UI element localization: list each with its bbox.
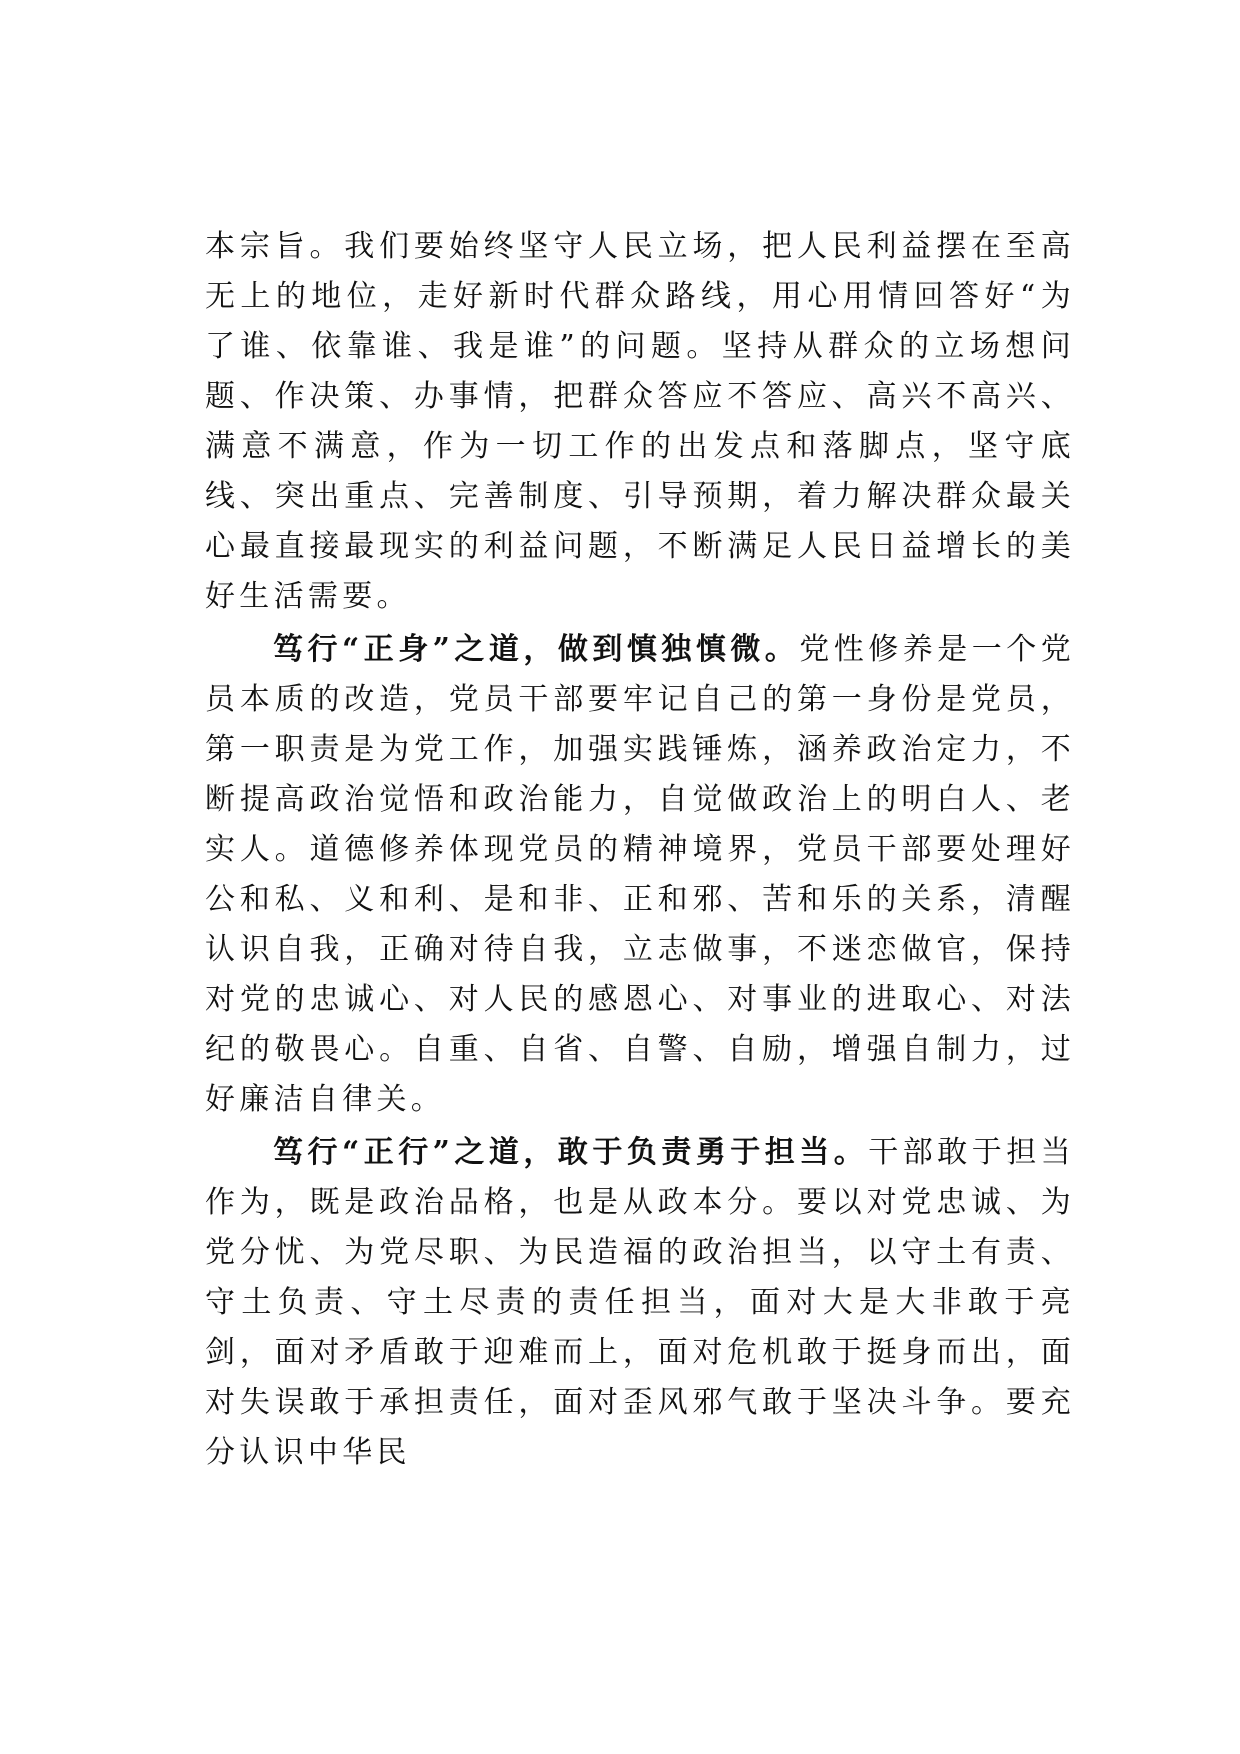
body-text	[205, 222, 1075, 1481]
paragraph-zhengshen	[205, 625, 1075, 1125]
paragraph-text: 党性修养是一个党员本质的改造，党员干部要牢记自己的第一身份是党员，第一职责是为党工作，加强实践锤炼，涵养政治定力，不断提高政治觉悟和政治能力，自觉做政治上的明白人、老实人。道德修养体现党员的精神境界，党员干部要处理好公和私、义和利、是和非、正和邪、苦和乐的关系，清醒认识自我，正确对待自我，立志做事，不迷恋做官，保持对党的忠诚心、对人民的感恩心、对事业的进取心、对法纪的敬畏心。自重、自省、自警、自励，增强自制力，过好廉洁自律关。	[205, 632, 1075, 1117]
paragraph-lead-heading: 笃行“正身”之道，做到慎独慎微。	[273, 632, 800, 667]
paragraph-continuation	[205, 222, 1075, 622]
paragraph-text: 本宗旨。我们要始终坚守人民立场，把人民利益摆在至高无上的地位，走好新时代群众路线，用心用情回答好“为了谁、依靠谁、我是谁”的问题。坚持从群众的立场想问题、作决策、办事情，把群众答应不答应、高兴不高兴、满意不满意，作为一切工作的出发点和落脚点，坚守底线、突出重点、完善制度、引导预期，着力解决群众最关心最直接最现实的利益问题，不断满足人民日益增长的美好生活需要。	[205, 229, 1075, 614]
paragraph-lead-heading: 笃行“正行”之道，敢于负责勇于担当。	[273, 1135, 869, 1170]
paragraph-text: 干部敢于担当作为，既是政治品格，也是从政本分。要以对党忠诚、为党分忧、为党尽职、为民造福的政治担当，以守土有责、守土负责、守土尽责的责任担当，面对大是大非敢于亮剑，面对矛盾敢于迎难而上，面对危机敢于挺身而出，面对失误敢于承担责任，面对歪风邪气敢于坚决斗争。要充分认识中华民	[205, 1135, 1075, 1470]
paragraph-zhengxing	[205, 1128, 1075, 1478]
